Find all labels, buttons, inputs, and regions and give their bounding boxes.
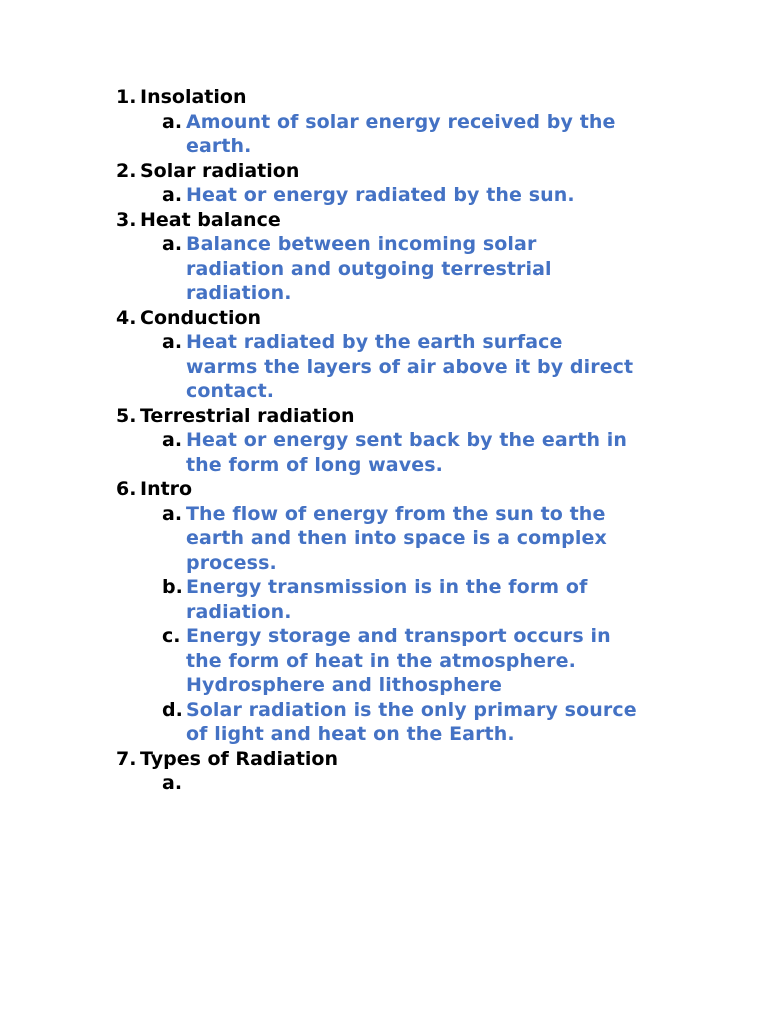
definition-line: Hydrosphere and lithosphere <box>186 674 503 696</box>
definition-line: earth. <box>186 135 252 157</box>
definition-text <box>186 110 676 159</box>
outline-item <box>0 85 768 110</box>
definition-text <box>186 698 676 747</box>
item-number: 1. <box>116 86 137 108</box>
sub-item-letter: a. <box>162 502 183 525</box>
definition-line: contact. <box>186 380 275 402</box>
sub-item <box>0 183 768 208</box>
sub-item <box>0 624 768 698</box>
item-number: 4. <box>116 306 137 329</box>
definition-text <box>186 575 676 624</box>
sub-item <box>0 502 768 576</box>
definition-line: the form of heat in the atmosphere. <box>186 649 576 672</box>
outline-item <box>0 477 768 502</box>
sub-item-letter: a. <box>162 429 183 451</box>
sub-item-letter: d. <box>162 698 183 721</box>
outline-item <box>0 159 768 184</box>
item-number: 7. <box>116 747 137 770</box>
item-number: 2. <box>116 159 137 182</box>
term-heading: Terrestrial radiation <box>140 404 355 427</box>
sub-item-letter: a. <box>162 184 183 206</box>
sub-item-letter: a. <box>162 233 183 255</box>
item-number: 5. <box>116 404 137 427</box>
sub-item <box>0 232 768 306</box>
definition-line: radiation and outgoing terrestrial <box>186 257 552 280</box>
definition-line: the form of long waves. <box>186 453 443 476</box>
definition-line: radiation. <box>186 600 292 623</box>
definition-line: of light and heat on the Earth. <box>186 723 515 745</box>
definition-text <box>186 183 676 208</box>
sub-item-letter: c. <box>162 625 181 647</box>
sub-item-letter: a. <box>162 331 183 353</box>
document-page <box>0 85 768 796</box>
sub-item-letter: a. <box>162 110 183 133</box>
sub-item <box>0 771 768 796</box>
sub-item-letter: a. <box>162 772 183 794</box>
definition-line: process. <box>186 551 277 574</box>
sub-item <box>0 698 768 747</box>
definition-line: Heat or energy sent back by the earth in <box>186 429 628 451</box>
term-heading: Heat balance <box>140 208 281 231</box>
definition-text <box>186 428 676 477</box>
sub-item <box>0 110 768 159</box>
definition-line: Balance between incoming solar <box>186 233 537 255</box>
sub-item <box>0 428 768 477</box>
definition-line: Heat radiated by the earth surface <box>186 331 563 353</box>
term-heading: Types of Radiation <box>140 747 338 770</box>
definition-line: Solar radiation is the only primary source <box>186 698 637 721</box>
item-number: 6. <box>116 478 137 500</box>
outline-item <box>0 306 768 331</box>
term-heading: Intro <box>140 478 193 500</box>
term-heading: Solar radiation <box>140 159 300 182</box>
definition-line: Amount of solar energy received by the <box>186 110 616 133</box>
definition-text <box>186 502 676 576</box>
sub-item <box>0 330 768 404</box>
definition-text <box>186 232 676 306</box>
definition-line: Heat or energy radiated by the sun. <box>186 184 575 206</box>
definition-line: earth and then into space is a complex <box>186 527 607 549</box>
outline-item <box>0 747 768 772</box>
outline-item <box>0 208 768 233</box>
outline-item <box>0 404 768 429</box>
definition-line: Energy storage and transport occurs in <box>186 625 611 647</box>
definition-line: Energy transmission is in the form of <box>186 576 588 598</box>
sub-item-letter: b. <box>162 576 183 598</box>
term-heading: Insolation <box>140 86 247 108</box>
term-heading: Conduction <box>140 306 262 329</box>
definition-text <box>186 330 676 404</box>
item-number: 3. <box>116 208 137 231</box>
definition-text <box>186 624 676 698</box>
sub-item <box>0 575 768 624</box>
definition-line: warms the layers of air above it by direct <box>186 355 634 378</box>
definition-line: radiation. <box>186 282 292 304</box>
definition-line: The flow of energy from the sun to the <box>186 502 606 525</box>
